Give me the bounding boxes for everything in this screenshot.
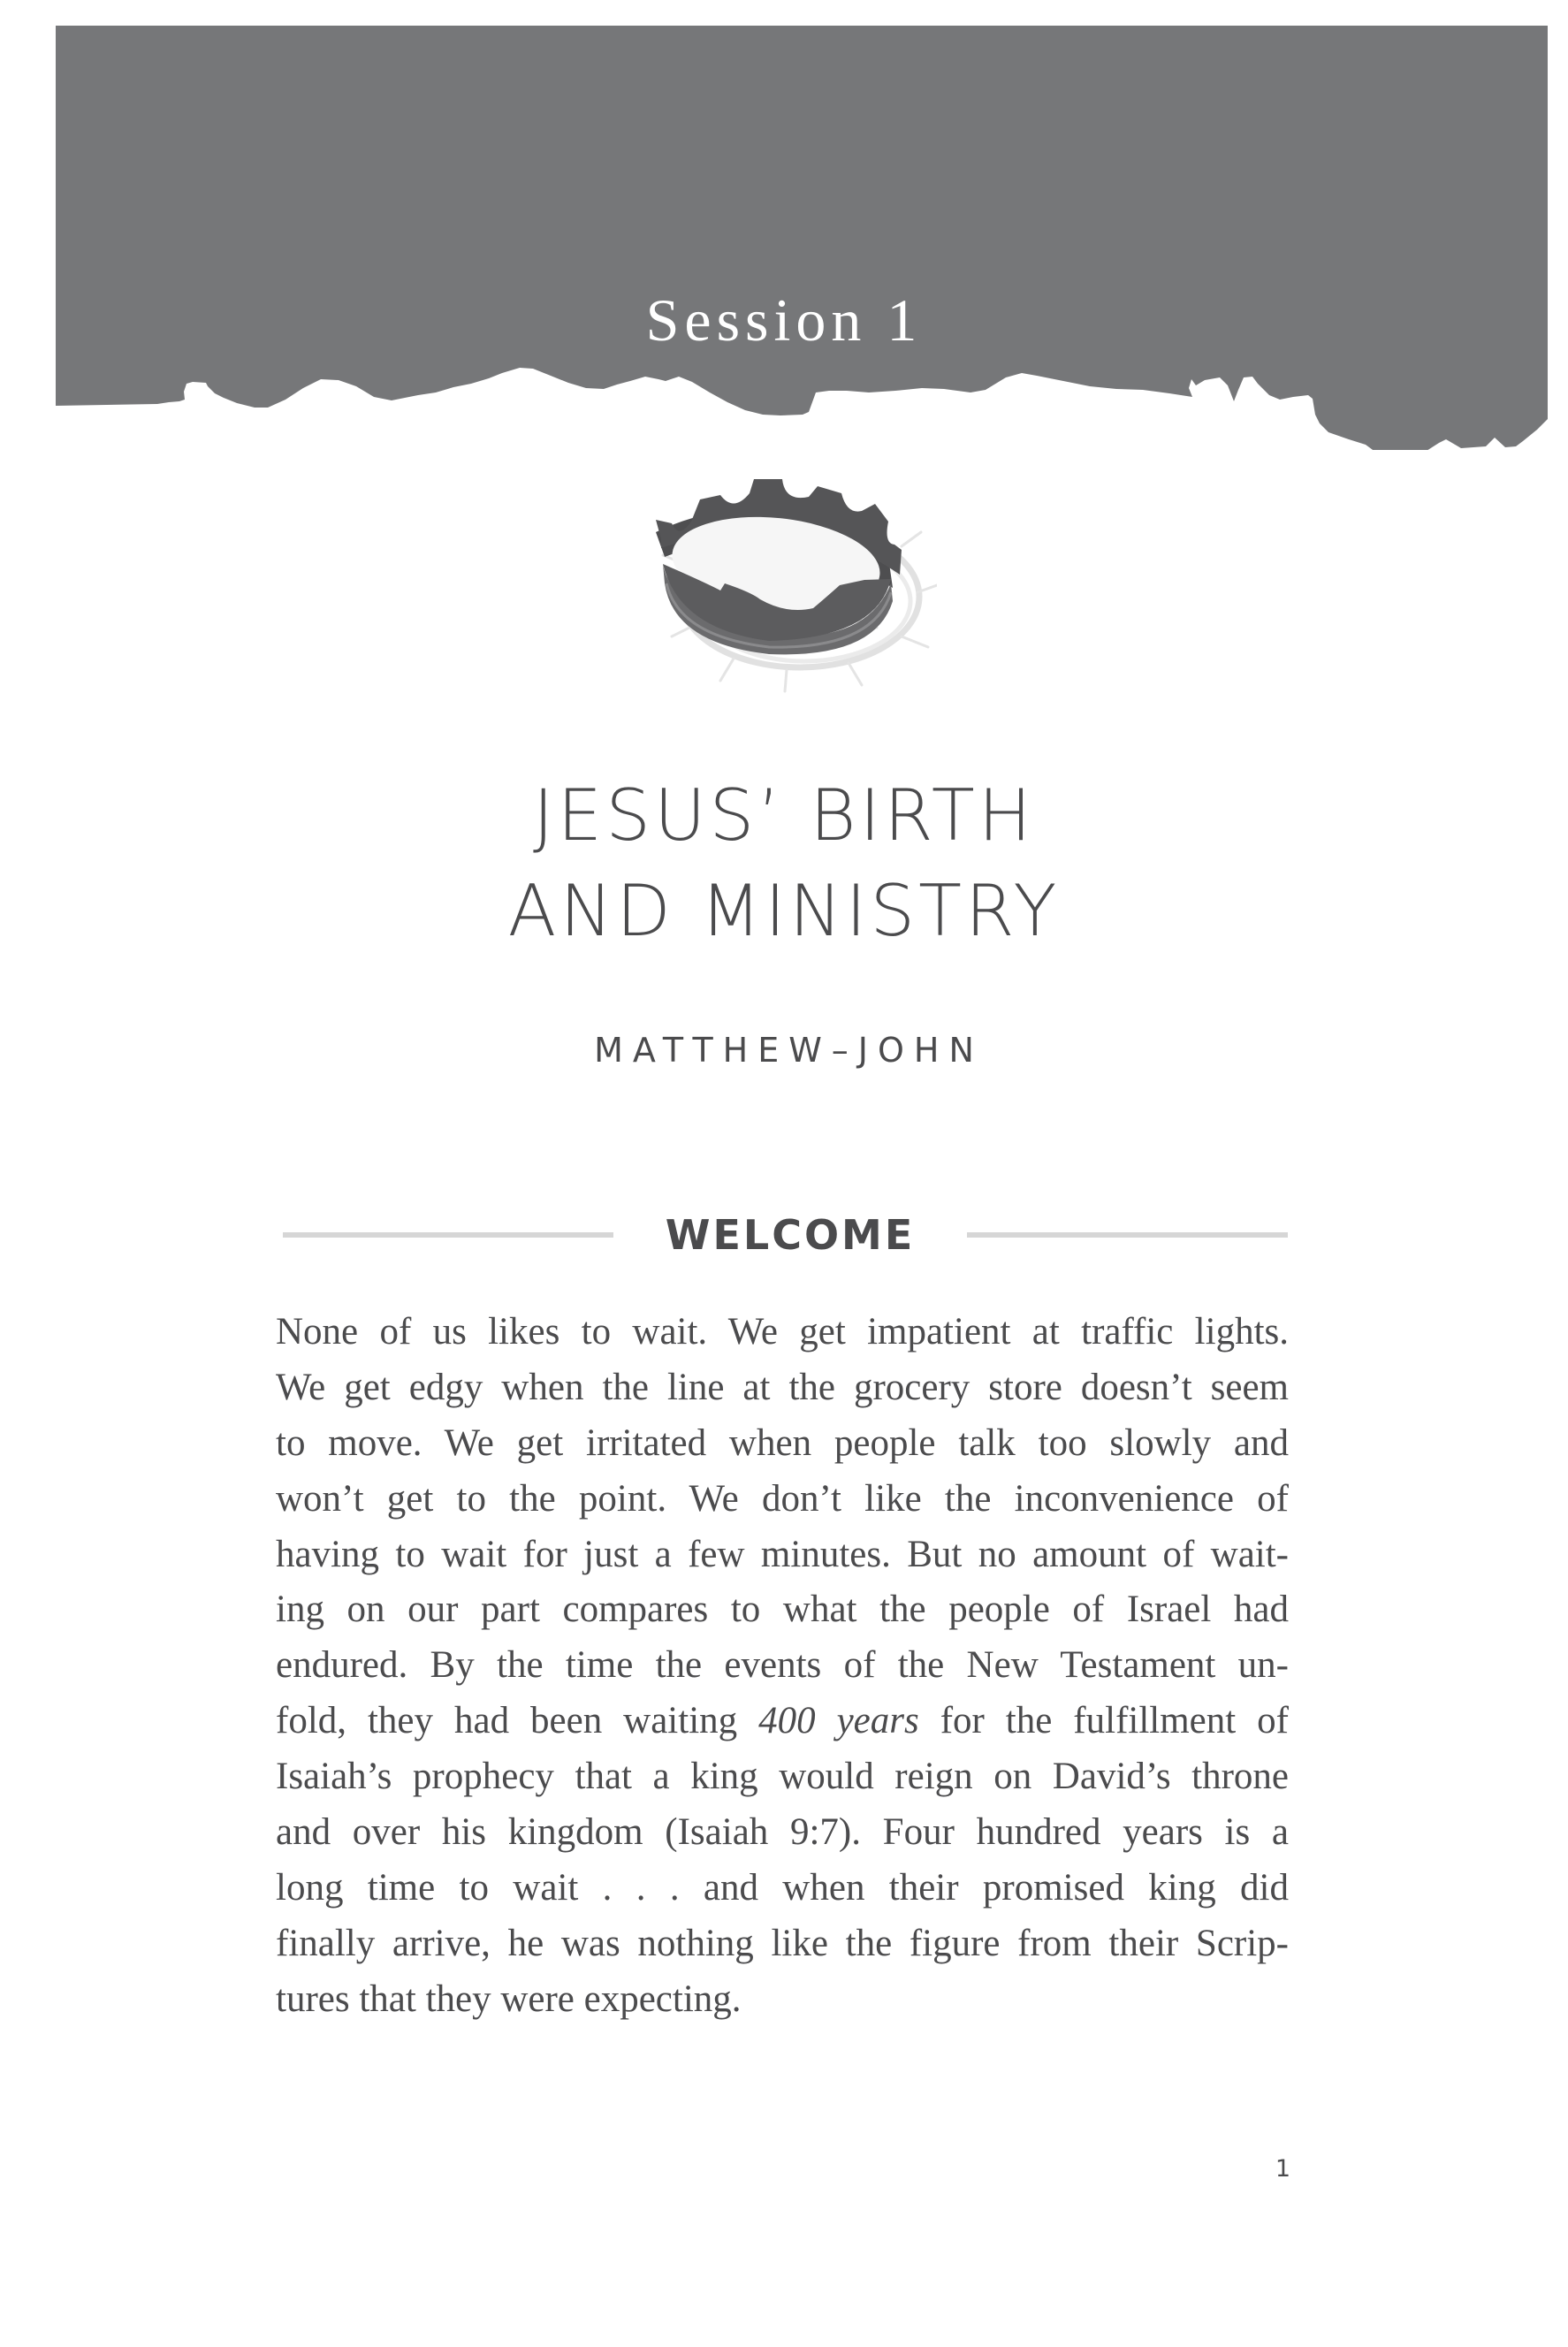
section-heading: WELCOME (665, 1211, 916, 1259)
paragraph-line: tures that they were expecting. (276, 1977, 742, 2020)
paragraph-line: won’t get to the point. We don’t like the inconvenience of (276, 1477, 1289, 1520)
paragraph-line: endured. By the time the events of the New Testament un- (276, 1644, 1289, 1687)
chapter-title-line-1: JESUS’ BIRTH (533, 774, 1035, 857)
paragraph-line: finally arrive, he was nothing like the figure from their Scrip- (276, 1922, 1289, 1964)
header-band (56, 26, 1548, 450)
paragraph-line: None of us likes to wait. We get impatient at traffic lights. (276, 1311, 1289, 1353)
section-header-welcome (283, 1213, 1288, 1257)
chapter-title-line-2: AND MINISTRY (507, 870, 1061, 952)
paragraph-line: and over his kingdom (Isaiah 9:7). Four hundred years is a (276, 1811, 1289, 1854)
italic-emphasis: 400 years (758, 1700, 919, 1742)
paragraph-line: Isaiah’s prophecy that a king would reign on David’s throne (276, 1756, 1289, 1798)
paragraph-line: to move. We get irritated when people talk too slowly and (276, 1421, 1289, 1464)
session-label: Session 1 (645, 286, 923, 354)
crown-with-thorns-icon (636, 460, 937, 698)
paragraph-line: We get edgy when the line at the grocery store doesn’t seem (276, 1366, 1289, 1408)
welcome-paragraph (276, 1305, 1289, 2028)
torn-paper-band (56, 26, 1548, 450)
divider-rule-left (283, 1232, 613, 1238)
paragraph-line: having to wait for just a few minutes. But no amount of wait- (276, 1533, 1289, 1575)
divider-rule-right (967, 1232, 1288, 1238)
chapter-subtitle: MATTHEW–JOHN (594, 1031, 984, 1070)
paragraph-line (276, 1694, 1289, 1749)
line-text: fold, they had been waiting (276, 1700, 759, 1742)
line-text: for the fulfillment of (918, 1700, 1289, 1742)
paragraph-line: long time to wait . . . and when their promised king did (276, 1866, 1289, 1909)
paragraph-line: ing on our part compares to what the people of Israel had (276, 1589, 1289, 1631)
page-number: 1 (1275, 2155, 1290, 2183)
chapter-title (0, 768, 1568, 959)
